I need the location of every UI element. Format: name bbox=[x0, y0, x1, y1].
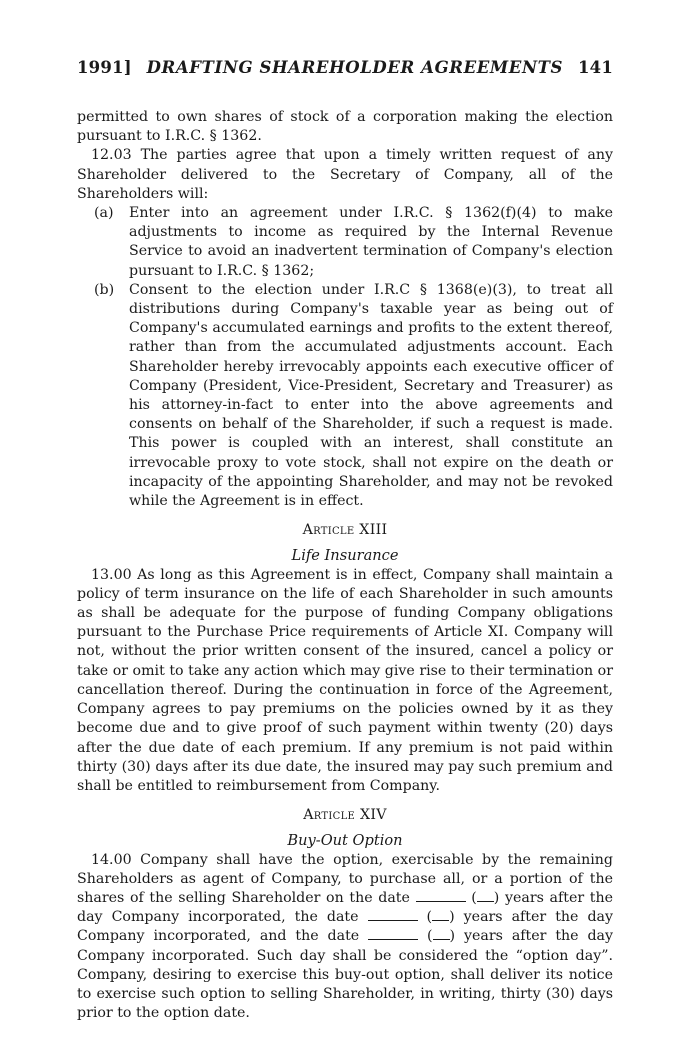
article-xiii-subtitle: Life Insurance bbox=[291, 547, 399, 565]
paragraph-14-00-part1: 14.00 Company shall have the option, exercisable by the remaining Shareholders as agent of Company, to purchase all, or a portion of the shares of the selling Shareholder on the date bbox=[77, 851, 613, 906]
paragraph-14-00 bbox=[77, 851, 613, 1024]
paren-open-1: ( bbox=[471, 889, 477, 906]
list-item-a-text: Enter into an agreement under I.R.C. § 1362(f)(4) to make adjustments to income as required by the Internal Revenue Service to avoid an inadvertent termination of Company's election pursuant to I.R.C. § 1362; bbox=[129, 205, 613, 279]
list-item-b-marker: (b) bbox=[94, 281, 115, 298]
blank-years-field-2 bbox=[432, 909, 449, 921]
list-item-b-text: Consent to the election under I.R.C § 1368(e)(3), to treat all distributions during Company's taxable year as being out of Company's accumulated earnings and profits to the extent thereof, rather than from the accumulated adjustments account. Each Shareholder hereby irrevocably appoints each executive officer of Company (President, Vice-President, Secretary and Treasurer) as his attorney-in-fact to enter into the above agreements and consents on behalf of the Shareholder, if such a request is made. This power is coupled with an interest, shall constitute an irrevocable proxy to vote stock, shall not expire on the death or incapacity of the appointing Shareholder, and may not be revoked while the Agreement is in effect. bbox=[129, 281, 613, 510]
paragraph-13-00: 13.00 As long as this Agreement is in effect, Company shall maintain a policy of term insurance on the life of each Shareholder in such amounts as shall be adequate for the purpose of funding Company obligations pursuant to the Purchase Price requirements of Article XI. Company will not, without the prior written consent of the insured, cancel a policy or take or omit to take any action which may give rise to their termination or cancellation thereof. During the continuation in force of the Agreement, Company agrees to pay premiums on the policies owned by it as they become due and to give proof of such payment within twenty (20) days after the due date of each premium. If any premium is not paid within thirty (30) days after its due date, the insured may pay such premium and shall be entitled to reimbursement from Company. bbox=[77, 566, 613, 794]
paren-open-3: ( bbox=[427, 928, 433, 945]
header-year: 1991] bbox=[77, 58, 132, 77]
document-page bbox=[77, 58, 613, 1023]
header-page-number: 141 bbox=[577, 58, 613, 77]
paren-close-1: ) bbox=[493, 889, 500, 906]
blank-date-field-2 bbox=[368, 909, 418, 921]
article-xiv-heading bbox=[77, 806, 613, 825]
article-xiv-label: Article bbox=[303, 807, 356, 824]
paren-open-2: ( bbox=[426, 909, 433, 926]
list-item-b bbox=[77, 281, 613, 511]
blank-years-field-1 bbox=[477, 890, 494, 902]
paren-close-3: ) bbox=[449, 928, 456, 945]
document-body bbox=[77, 108, 613, 1023]
blank-years-field-3 bbox=[433, 928, 450, 940]
paragraph-intro: permitted to own shares of stock of a corporation making the election pursuant to I.R.C. § 1362. bbox=[77, 109, 613, 145]
article-xiii-heading bbox=[77, 521, 613, 540]
running-header bbox=[77, 58, 613, 82]
paren-close-2: ) bbox=[449, 909, 455, 926]
article-xiv-subtitle: Buy-Out Option bbox=[287, 832, 403, 850]
blank-date-field-1 bbox=[416, 890, 466, 902]
paragraph-14-00-part4: years after the day Company incorporated. Such day shall be considered the “option day”. Company, desiring to exercise this buy-out option, shall deliver its notice to exercise such option to selling Shareholder, in writing, thirty (30) days prior to the option date. bbox=[77, 928, 614, 1022]
article-xiii-number: XIII bbox=[359, 522, 388, 539]
article-xiii-label: Article bbox=[302, 522, 355, 539]
blank-date-field-3 bbox=[368, 928, 418, 940]
article-xiv-number: XIV bbox=[359, 807, 387, 824]
paragraph-14-00-part2: years after the day Company incorporated, the date bbox=[77, 889, 614, 926]
list-item-a-marker: (a) bbox=[94, 205, 114, 222]
list-item-a bbox=[77, 204, 613, 281]
paragraph-14-00-part3: years after the day Company incorporated, and the date bbox=[77, 909, 613, 945]
header-title: DRAFTING SHAREHOLDER AGREEMENTS bbox=[146, 58, 564, 77]
paragraph-12-03: 12.03 The parties agree that upon a timely written request of any Shareholder delivered to the Secretary of Company, all of the Shareholders will: bbox=[77, 147, 613, 202]
